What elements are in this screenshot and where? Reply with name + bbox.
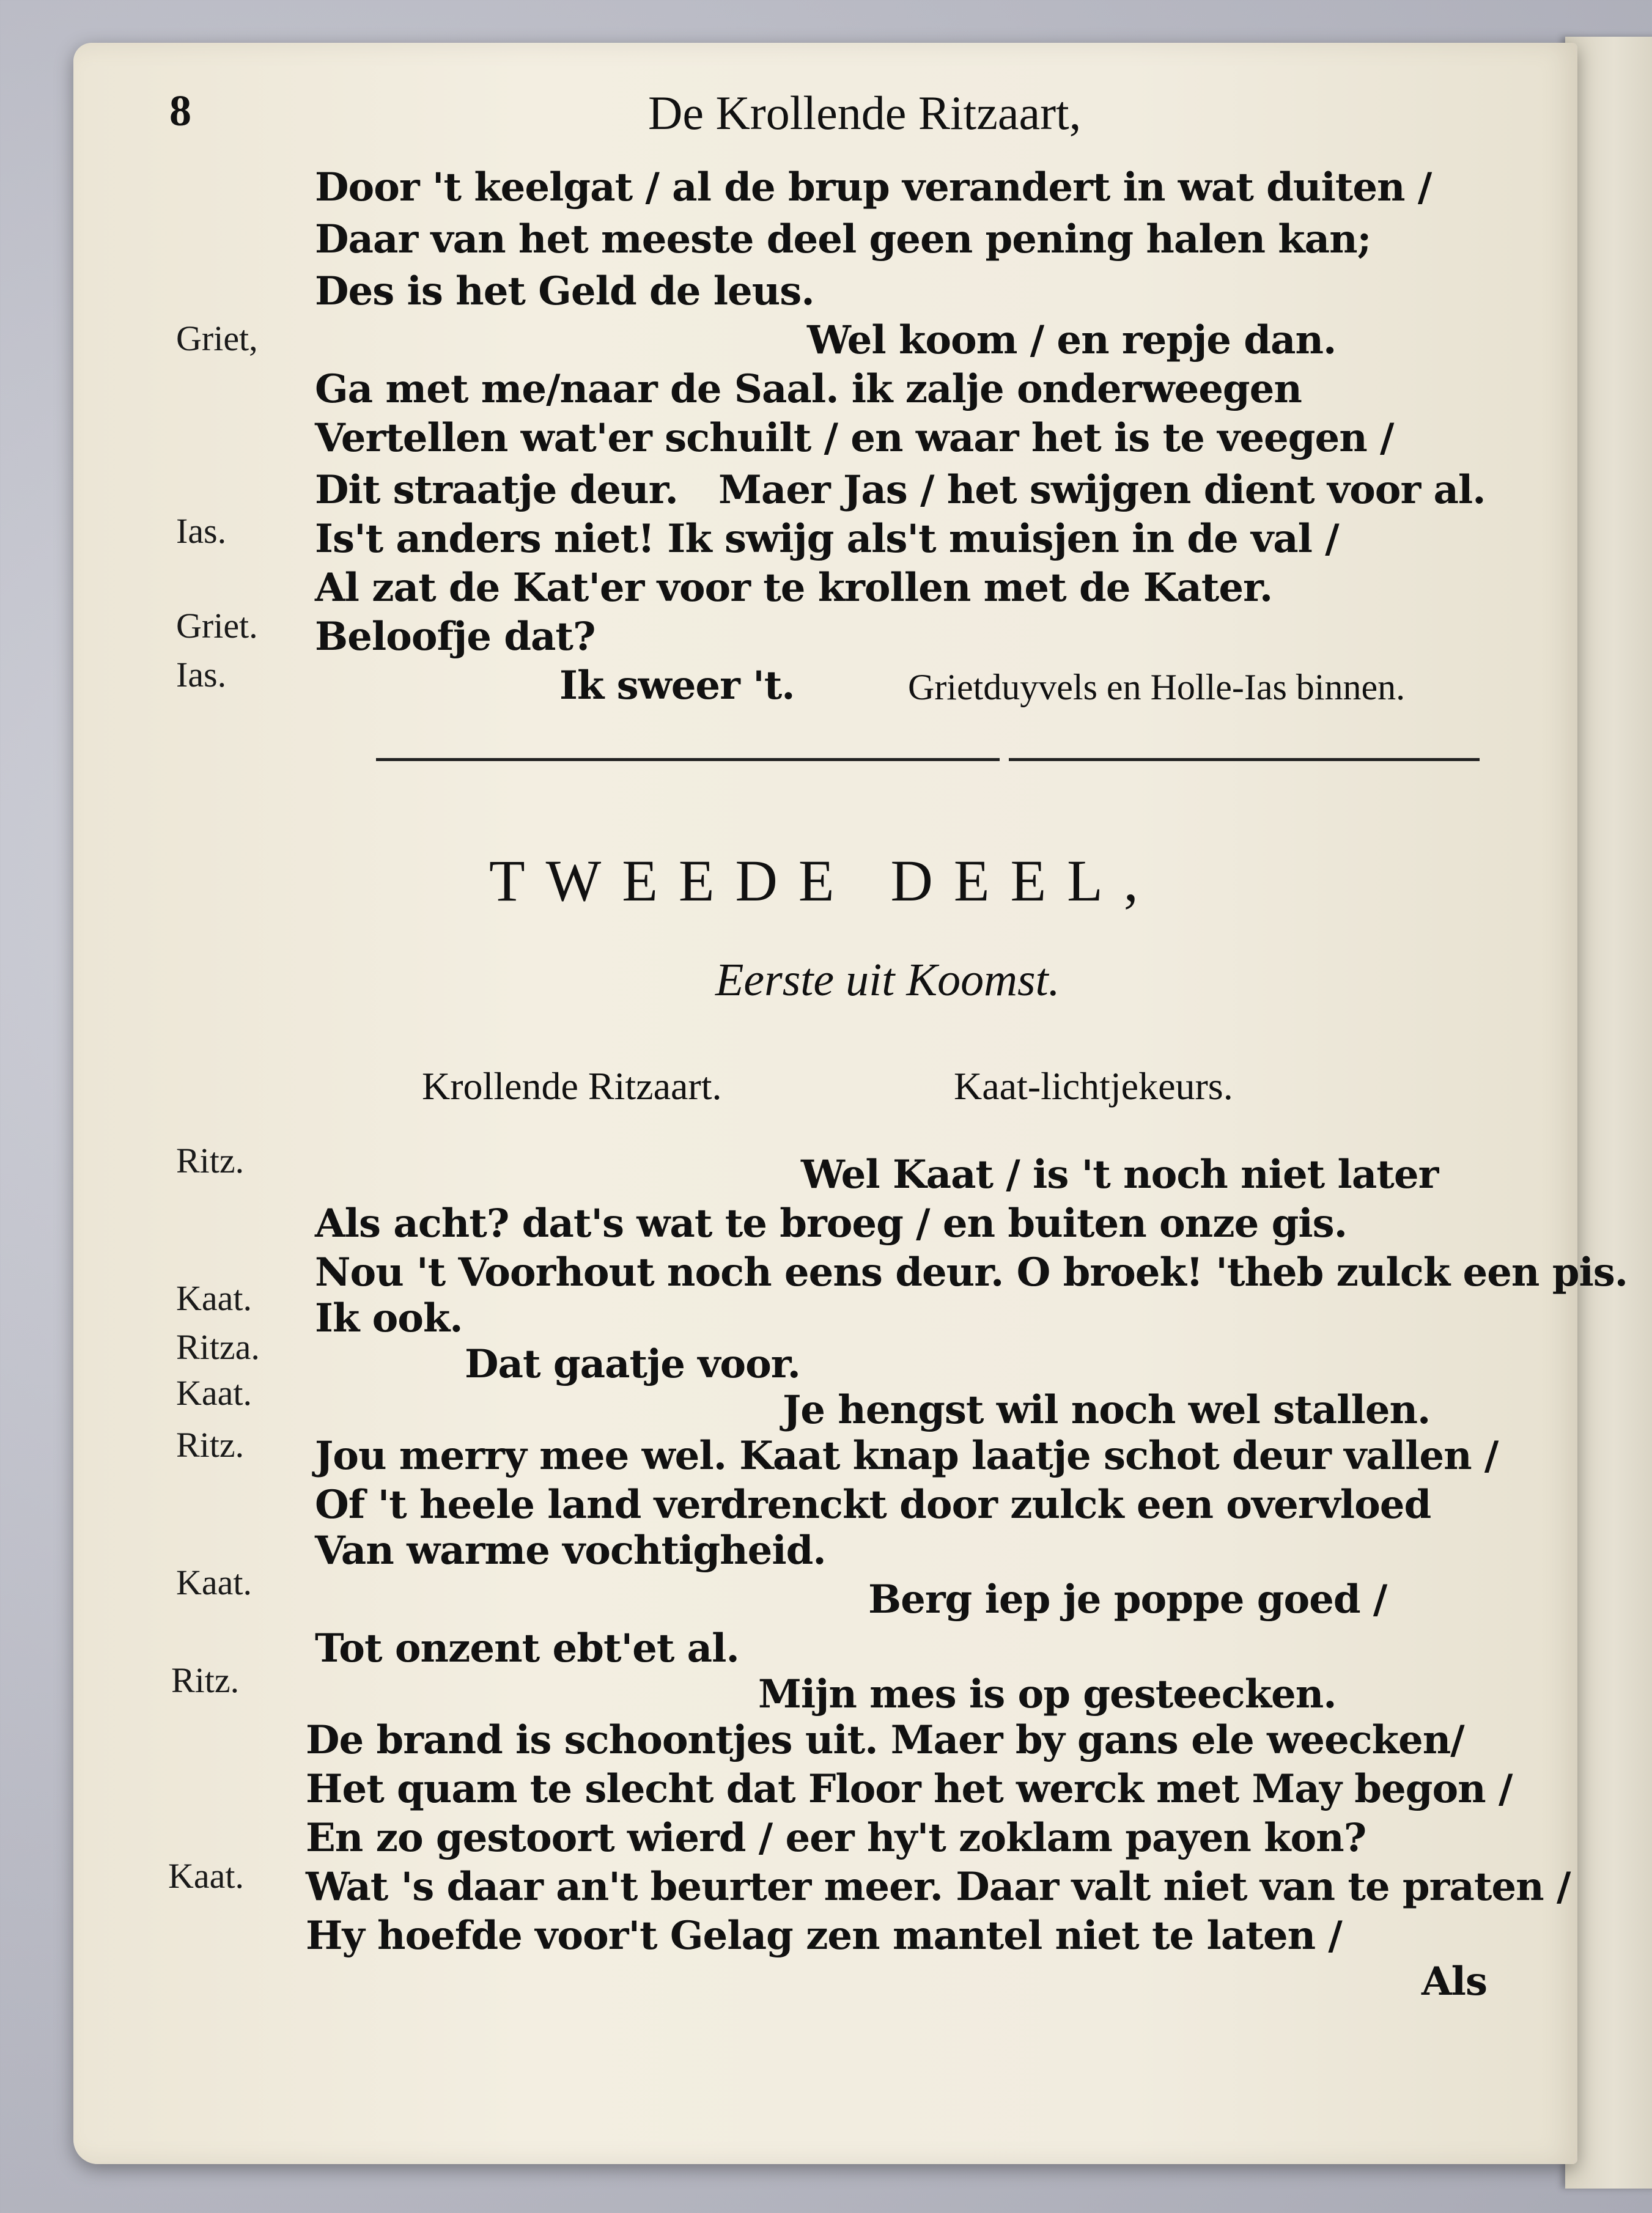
verse-line: Hy hoefde voor't Gelag zen mantel niet te laten /: [306, 1913, 1342, 1959]
verse-line: Beloofje dat?: [315, 614, 596, 660]
speaker-label: Kaat.: [176, 1278, 252, 1318]
verse-line: Dit straatje deur.: [315, 467, 678, 513]
page-number: 8: [169, 86, 191, 135]
verse-line: Als acht? dat's wat te broeg / en buiten onze gis.: [315, 1201, 1347, 1246]
catchword: Als: [1422, 1959, 1487, 2005]
speaker-label: Kaat.: [176, 1373, 252, 1413]
speaker-label: Griet,: [176, 319, 258, 358]
verse-line: De brand is schoontjes uit. Maer by gans ele weecken/: [306, 1717, 1464, 1763]
verse-line: Is't anders niet! Ik swijg als't muisjen in de val /: [315, 516, 1339, 562]
verse-line: Van warme vochtigheid.: [315, 1528, 826, 1574]
verse-line: En zo gestoort wierd / eer hy't zoklam payen kon?: [306, 1815, 1366, 1861]
verse-line: Wat 's daar an't beurter meer. Daar valt niet van te praten /: [306, 1864, 1571, 1910]
verse-line: Wel koom / en repje dan.: [807, 317, 1337, 363]
verse-line: Ik ook.: [315, 1295, 463, 1341]
speaker-label: Ias.: [176, 655, 227, 694]
verse-line: Al zat de Kat'er voor te krollen met de Kater.: [315, 565, 1273, 611]
part-title: TWEEDE DEEL,: [489, 848, 1159, 913]
verse-line: Ga met me/naar de Saal. ik zalje onderweegen: [315, 366, 1302, 412]
scene-title: Eerste uit Koomst.: [715, 954, 1060, 1006]
next-page-edge: [1565, 37, 1652, 2189]
verse-line: Ik sweer 't.: [559, 663, 795, 709]
verse-line: Dat gaatje voor.: [465, 1341, 800, 1387]
speaker-label: Kaat.: [168, 1856, 244, 1896]
verse-line: Maer Jas / het swijgen dient voor al.: [718, 467, 1486, 513]
verse-line: Des is het Geld de leus.: [315, 268, 814, 314]
running-title: De Krollende Ritzaart,: [648, 86, 1082, 139]
verse-line: Nou 't Voorhout noch eens deur. O broek! 'theb zulck een pis.: [315, 1250, 1628, 1295]
speaker-label: Ritz.: [176, 1425, 245, 1465]
verse-line: Wel Kaat / is 't noch niet later: [801, 1152, 1439, 1198]
verse-line: Tot onzent ebt'et al.: [315, 1626, 739, 1671]
speaker-label: Ias.: [176, 511, 227, 551]
verse-line: Mijn mes is op gesteecken.: [758, 1671, 1337, 1717]
speaker-label: Ritza.: [176, 1327, 260, 1367]
divider-rule-left: [376, 758, 1000, 761]
speaker-label: Ritz.: [171, 1660, 240, 1700]
verse-line: Je hengst wil noch wel stallen.: [783, 1387, 1431, 1433]
speaker-label: Kaat.: [176, 1563, 252, 1602]
verse-line: Of 't heele land verdrenckt door zulck een overvloed: [315, 1482, 1431, 1528]
verse-line: Daar van het meeste deel geen pening halen kan;: [315, 216, 1371, 262]
speaker-label: Ritz.: [176, 1141, 245, 1180]
verse-line: Berg iep je poppe goed /: [868, 1577, 1387, 1622]
stage-direction: Grietduyvels en Holle-Ias binnen.: [908, 667, 1406, 707]
speaker-label: Griet.: [176, 606, 258, 646]
verse-line: Vertellen wat'er schuilt / en waar het is te veegen /: [315, 415, 1394, 461]
persona-name: Krollende Ritzaart.: [422, 1064, 722, 1108]
divider-rule-right: [1009, 758, 1480, 761]
verse-line: Jou merry mee wel. Kaat knap laatje schot deur vallen /: [315, 1433, 1499, 1479]
persona-name: Kaat-lichtjekeurs.: [954, 1064, 1233, 1108]
verse-line: Door 't keelgat / al de brup verandert in wat duiten /: [315, 164, 1432, 210]
verse-line: Het quam te slecht dat Floor het werck met May begon /: [306, 1766, 1513, 1812]
